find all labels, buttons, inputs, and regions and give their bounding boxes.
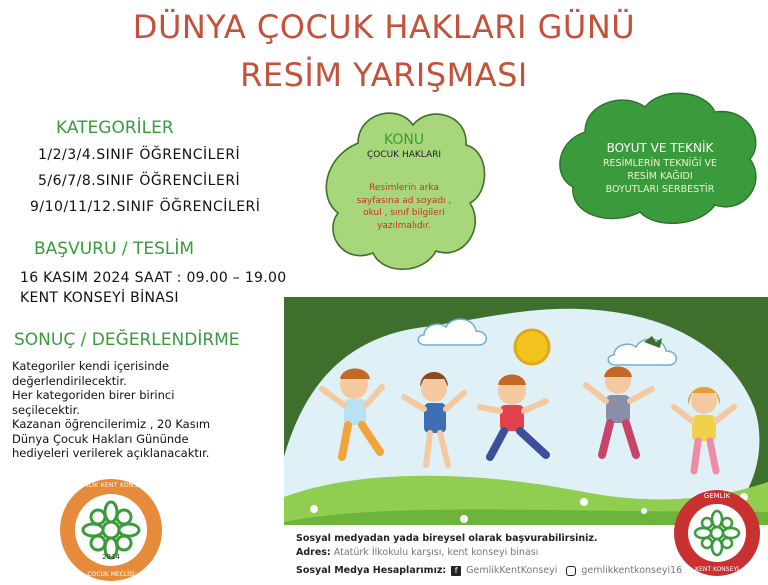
topic-heading: KONU xyxy=(383,132,425,148)
topic-note-line: sayfasına ad soyadı , xyxy=(356,195,452,206)
seal-bottom-text: KENT KONSEYİ xyxy=(695,566,739,573)
results-line: değerlendirilecektir. xyxy=(12,373,127,388)
address-value: Atatürk İlkokulu karşısı, kent konseyi binası xyxy=(333,547,539,558)
category-item-1: 1/2/3/4.SINIF ÖĞRENCİLERİ xyxy=(38,147,241,163)
application-place: KENT KONSEYİ BİNASI xyxy=(20,290,179,306)
category-item-3: 9/10/11/12.SINIF ÖĞRENCİLERİ xyxy=(30,199,261,215)
poster-title-line-2: RESİM YARIŞMASI xyxy=(240,56,528,94)
application-heading: BAŞVURU / TESLİM xyxy=(34,239,195,259)
results-text xyxy=(12,359,210,461)
topic-note-line: Resimlerin arka xyxy=(369,183,439,193)
size-heading: BOYUT VE TEKNİK xyxy=(606,141,714,155)
topic-note-line: okul , sınıf bilgileri xyxy=(363,208,445,218)
seal-bottom-text: ÇOCUK MECLİSİ xyxy=(87,571,135,578)
address-label: Adres: xyxy=(296,547,331,558)
results-line: Kategoriler kendi içerisinde xyxy=(12,359,170,373)
topic-cloud-content xyxy=(318,132,490,232)
apply-note: Sosyal medyadan yada bireysel olarak başvurabilirsiniz. xyxy=(296,533,598,544)
facebook-handle[interactable]: GemlikKentKonseyi xyxy=(466,565,558,576)
topic-subtitle: ÇOCUK HAKLARI xyxy=(366,150,442,160)
social-line xyxy=(296,565,682,576)
size-text xyxy=(560,157,760,196)
instagram-handle[interactable]: gemlikkentkonseyi16 xyxy=(581,565,683,576)
application-date-time: 16 KASIM 2024 SAAT : 09.00 – 19.00 xyxy=(20,270,287,286)
seal-year: 2014 xyxy=(102,553,120,561)
sun-icon xyxy=(515,330,549,364)
seal-top-text: GEMLİK xyxy=(703,492,731,500)
address-line xyxy=(296,547,538,558)
results-line: Her kategoriden birer birinci xyxy=(12,388,175,402)
seal-top-text: GEMLİK KENT KONSEYİ xyxy=(74,482,148,489)
results-line: Dünya Çocuk Hakları Gününde xyxy=(12,431,189,446)
size-cloud-content xyxy=(560,141,760,196)
categories-heading: KATEGORİLER xyxy=(56,118,174,138)
size-line: BOYUTLARI SERBESTİR xyxy=(605,184,715,195)
children-council-seal xyxy=(58,477,164,583)
results-line: seçilecektir. xyxy=(12,402,80,417)
results-line: Kazanan öğrencilerimiz , 20 Kasım xyxy=(12,417,211,431)
size-line: RESİMLERİN TEKNİĞİ VE xyxy=(602,158,718,169)
topic-note-line: yazılmalıdır. xyxy=(377,220,431,231)
instagram-icon xyxy=(566,566,576,576)
topic-note xyxy=(318,182,490,232)
city-council-seal xyxy=(672,488,762,578)
poster-title-line-1: DÜNYA ÇOCUK HAKLARI GÜNÜ xyxy=(132,8,636,46)
facebook-icon: f xyxy=(451,566,461,576)
social-label: Sosyal Medya Hesaplarımız: xyxy=(296,565,447,576)
category-item-2: 5/6/7/8.SINIF ÖĞRENCİLERİ xyxy=(38,173,241,189)
results-line: hediyeleri verilerek açıklanacaktır. xyxy=(12,446,210,460)
size-line: RESİM KAĞIDI xyxy=(627,171,693,182)
results-heading: SONUÇ / DEĞERLENDİRME xyxy=(14,330,240,350)
